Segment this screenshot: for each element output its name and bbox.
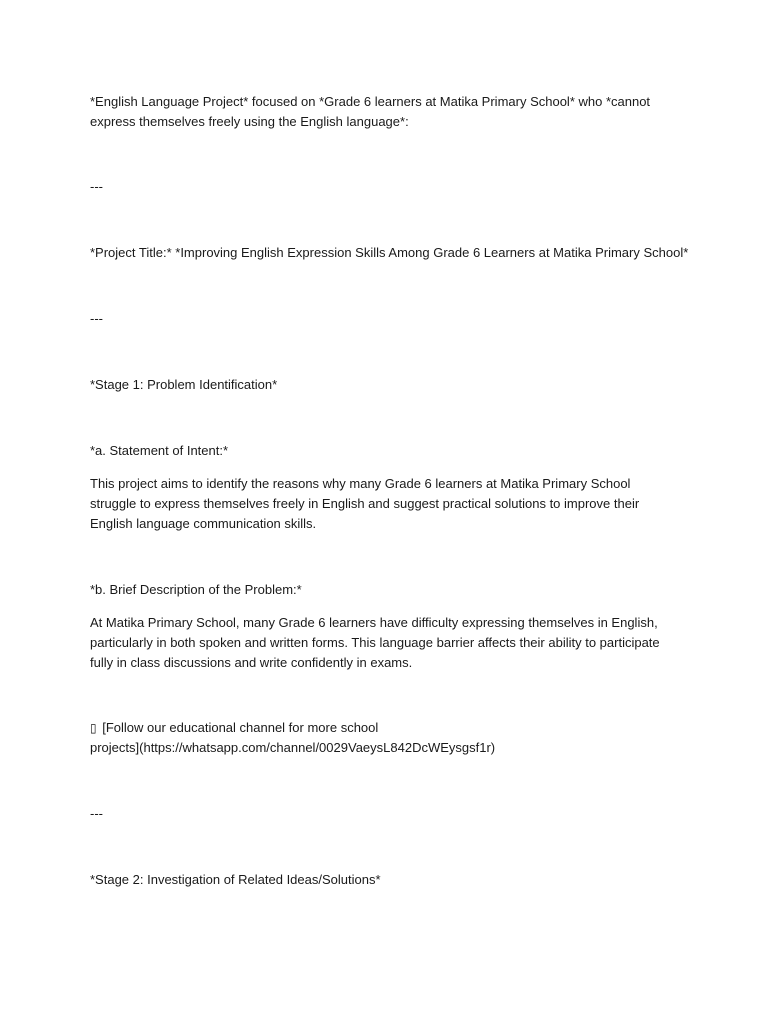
intro-paragraph: *English Language Project* focused on *Grade 6 learners at Matika Primary School* who *cannot express themselves freely using the English language*: <box>90 94 651 129</box>
separator: --- <box>90 311 103 326</box>
separator: --- <box>90 179 103 194</box>
channel-link-text-line2[interactable]: projects](https://whatsapp.com/channel/0029VaeysL842DcWEysgsf1r) <box>90 740 496 755</box>
problem-heading: *b. Brief Description of the Problem:* <box>90 582 302 597</box>
intent-heading: *a. Statement of Intent:* <box>90 443 229 458</box>
intent-paragraph: This project aims to identify the reasons why many Grade 6 learners at Matika Primary School struggle to express themselves freely in English and suggest practical solutions to improve their English language communication skills. <box>90 476 640 531</box>
separator: --- <box>90 806 103 821</box>
placeholder-glyph-icon: ▯ <box>90 721 97 735</box>
problem-paragraph: At Matika Primary School, many Grade 6 learners have difficulty expressing themselves in English, particularly in both spoken and written forms. This language barrier affects their ability to participate fully in class discussions and write confidently in exams. <box>90 615 660 670</box>
project-title: *Project Title:* *Improving English Expression Skills Among Grade 6 Learners at Matika Primary School* <box>90 245 689 260</box>
channel-link-text-line1[interactable]: [Follow our educational channel for more school <box>102 720 379 735</box>
stage2-heading: *Stage 2: Investigation of Related Ideas/Solutions* <box>90 872 381 887</box>
channel-link[interactable] <box>90 718 690 758</box>
stage1-heading: *Stage 1: Problem Identification* <box>90 377 278 392</box>
